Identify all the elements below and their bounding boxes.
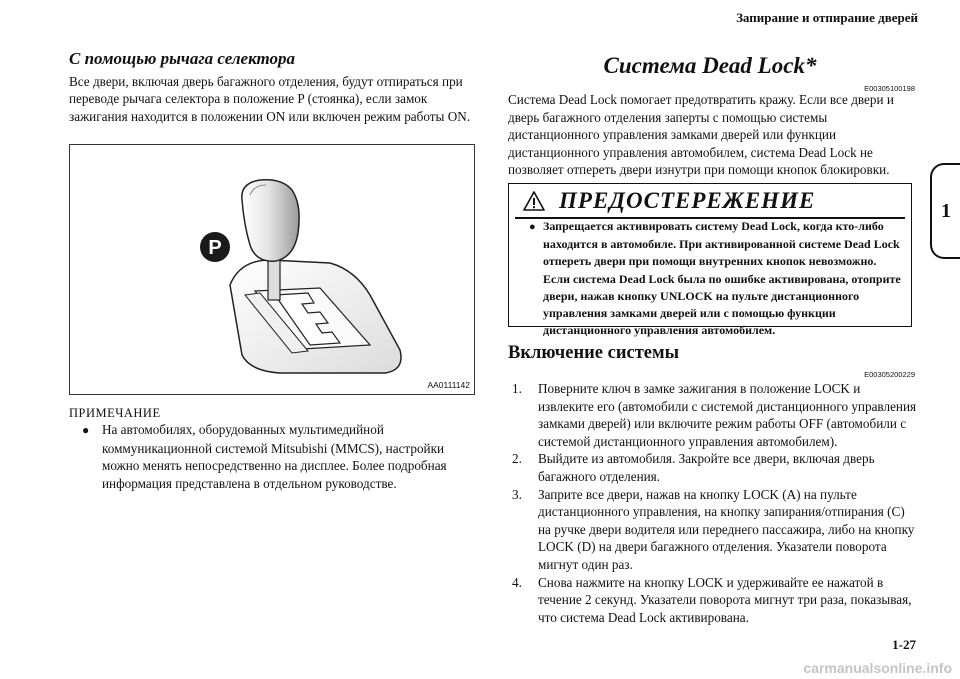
warning-text — [529, 218, 901, 339]
dead-lock-code: E00305100198 — [864, 84, 915, 93]
gear-selector-illustration — [70, 145, 474, 394]
dead-lock-paragraph: Система Dead Lock помогает предотвратить кражу. Если все двери и дверь багажного отделения заперты с помощью системы дистанционного управления замками дверей или функции дистанционного управления автомобилем, система Dead Lock не позволяет отпереть двери изнутри при помощи кнопок блокировки. — [508, 92, 894, 177]
step-text: Снова нажмите на кнопку LOCK и удерживайте ее нажатой в течение 2 секунд. Указатели поворота мигнут три раза, показывая, что система Dead Lock активирована. — [538, 574, 912, 625]
activation-code: E00305200229 — [864, 370, 915, 379]
note-item — [82, 421, 482, 492]
warning-body: Запрещается активировать систему Dead Lock, когда кто-либо находится в автомобиле. При активированной системе Dead Lock отпереть двери при помощи внутренних кнопок невозможно. Если система Dead Lock была по ошибке активирована, отоприте двери, нажав кнопку UNLOCK на пульте дистанционного управления замками дверей или с помощью функции дистанционного управления автомобилем. — [543, 219, 901, 338]
page-number: 1-27 — [892, 637, 916, 652]
p-position-label: P — [208, 237, 222, 259]
shift-knob — [242, 180, 299, 261]
activation-steps — [512, 380, 917, 626]
dead-lock-heading: Система Dead Lock* — [603, 53, 817, 78]
step-number: 3. — [512, 486, 522, 502]
bullet-icon: ● — [82, 423, 90, 437]
bullet-icon: ● — [529, 221, 536, 233]
warning-label: ПРЕДОСТЕРЕЖЕНИЕ — [559, 188, 816, 213]
step-item — [512, 450, 917, 485]
step-number: 2. — [512, 451, 522, 467]
step-text: Поверните ключ в замке зажигания в положение LOCK и извлеките его (автомобили с системой дистанционного управления замками дверей) или включите режим работы OFF (автомобили с системой дистанционного управления автомобилем). — [538, 381, 917, 449]
activation-heading: Включение системы — [508, 343, 680, 363]
selector-lever-paragraph: Все двери, включая дверь багажного отделения, будут отпираться при переводе рычага селектора в положение P (стоянка), если замок зажигания находится в положении ON или включен режим работы ON. — [69, 74, 471, 124]
chapter-number: 1 — [941, 199, 951, 222]
warning-box — [508, 183, 912, 338]
figure-code: AA0111142 — [427, 380, 470, 390]
warning-title-bar — [509, 186, 911, 216]
watermark: carmanualsonline.info — [803, 660, 952, 676]
step-text: Заприте все двери, нажав на кнопку LOCK (A) на пульте дистанционного управления, на кнопку запирания/отпирания (C) на ручке двери водителя или переднего пассажира, либо на кнопку LOCK (D) на двери багажного отделения. Указатели поворота мигнут один раз. — [538, 486, 915, 572]
note-label: ПРИМЕЧАНИЕ — [69, 406, 161, 420]
step-item — [512, 486, 917, 574]
step-number: 1. — [512, 381, 522, 396]
selector-lever-heading: С помощью рычага селектора — [69, 49, 295, 68]
warning-triangle-icon — [523, 191, 545, 211]
step-text: Выйдите из автомобиля. Закройте все двери, включая дверь багажного отделения. — [538, 451, 875, 484]
step-item — [512, 380, 917, 450]
step-item — [512, 574, 917, 627]
chapter-tab — [930, 163, 960, 259]
step-number: 4. — [512, 574, 522, 590]
note-text: На автомобилях, оборудованных мультимедийной коммуникационной системой Mitsubishi (MMCS), настройки можно менять непосредственно на дисплее. Более подробная информация представлена в отдельном руководстве. — [102, 422, 447, 491]
selector-lever-figure — [69, 144, 475, 395]
running-header: Запирание и отпирание дверей — [736, 10, 918, 25]
